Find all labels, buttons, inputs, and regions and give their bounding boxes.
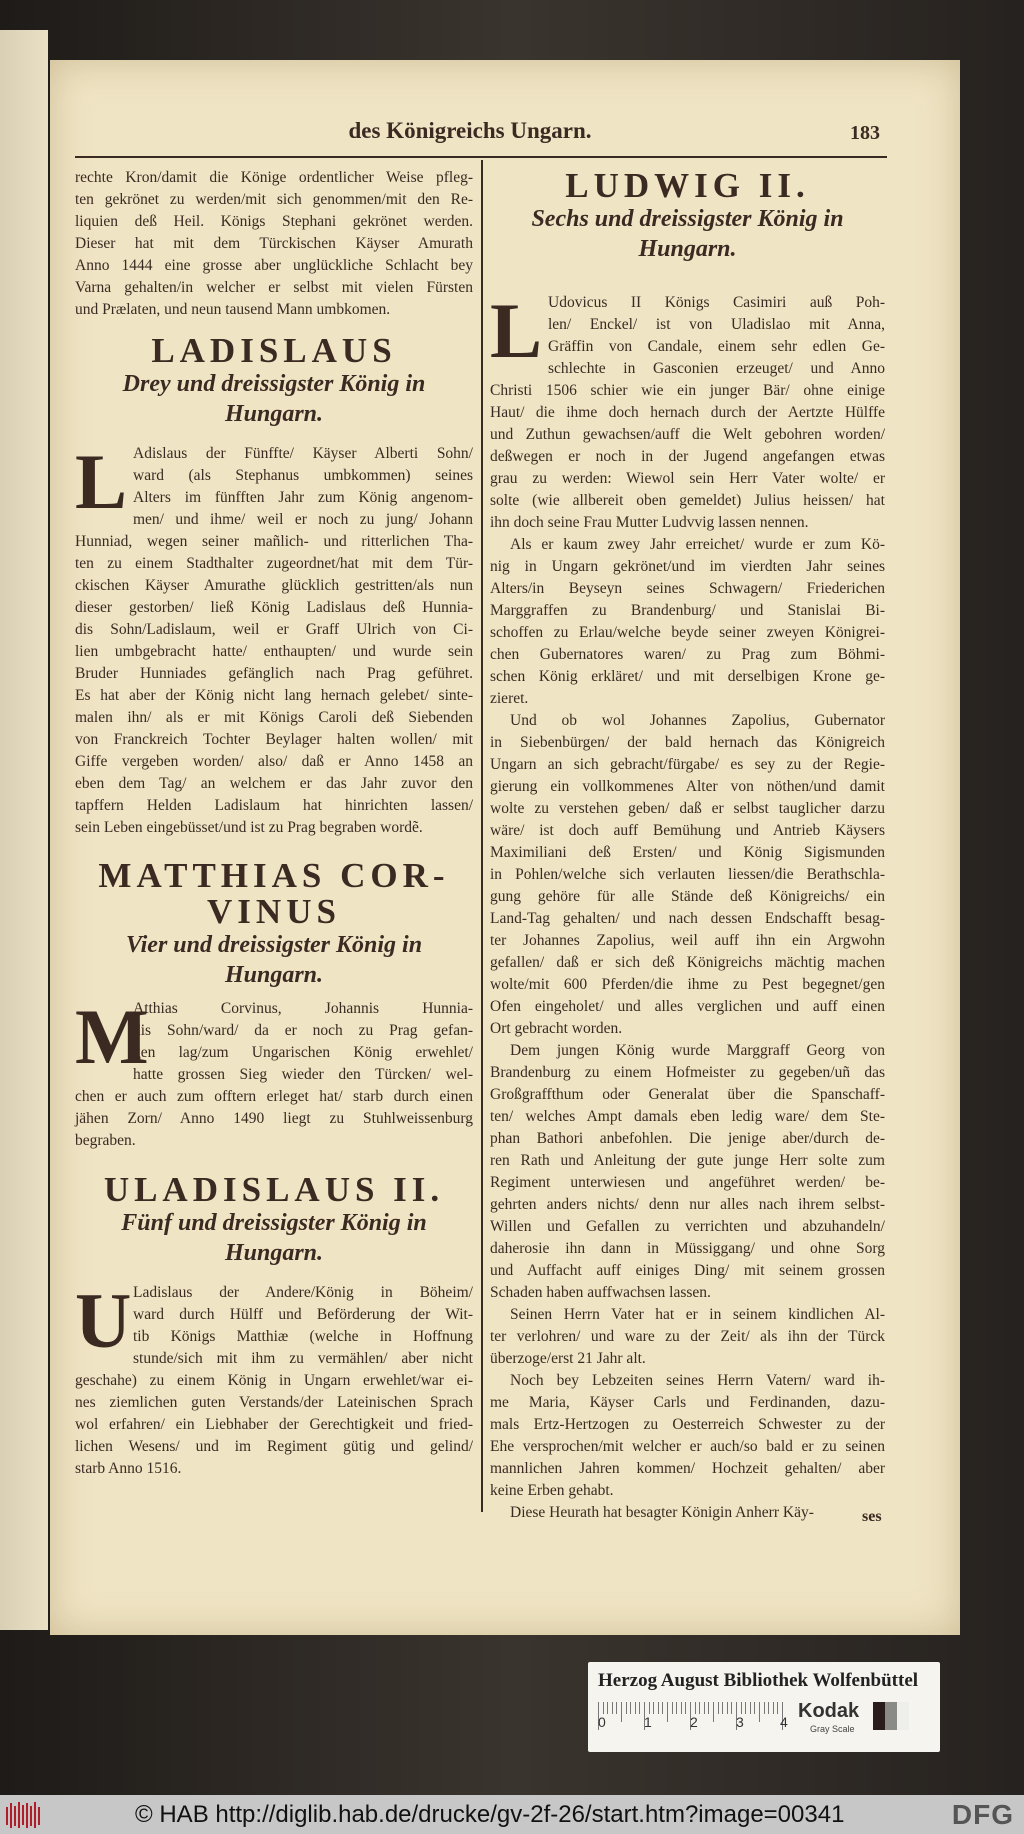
ruler-tick [708, 1702, 709, 1714]
text-line: men/ und ihme/ weil er noch zu jung/ Johann [133, 511, 473, 528]
text-line: geschahe) zu einem König in Ungarn erwehlet/war ei- [75, 1372, 473, 1389]
text-line: ren Rath und Anleitung der gute junge Herr solte zum [490, 1152, 885, 1169]
drop-cap: U [75, 1277, 132, 1364]
ruler-tick [695, 1702, 696, 1714]
text-line: me Maria, Käyser Carls und Ferdinanden, dazu- [490, 1394, 885, 1411]
text-line: solte (wie allbereit oben gemeldet) Julius heissen/ hat [490, 492, 885, 509]
ruler-tick [681, 1702, 682, 1714]
ruler-tick [626, 1702, 627, 1714]
text-line: sein Leben eingebüsset/und ist zu Prag begraben wordẽ. [75, 819, 423, 836]
section-subtitle: Sechs und dreissigster König in [531, 206, 844, 232]
section-body [490, 287, 885, 1524]
ruler-tick [731, 1702, 732, 1714]
ruler-tick [639, 1702, 640, 1714]
institution-name: Herzog August Bibliothek Wolfenbüttel [598, 1670, 919, 1691]
adjacent-page-edge [0, 30, 48, 1630]
text-line: chen Gubernatores waren/ zu Prag zum Böhmi- [490, 646, 885, 663]
running-title: des Königreichs Ungarn. [348, 118, 592, 143]
text-line: Regiment unterwiesen und angeführet werden/ be- [490, 1174, 885, 1191]
text-line: lichen Wesens/ und im Regiment gütig und gelind/ [75, 1438, 473, 1455]
text-line: len/ Enckel/ ist von Uladislao mit Anna, [548, 316, 885, 333]
ruler-tick [653, 1702, 654, 1714]
section-subtitle: Hungarn. [638, 236, 737, 262]
ruler-tick [658, 1702, 659, 1714]
text-line: daherosie ihn dann in Müssiggang/ und ohne Sorg [490, 1240, 885, 1257]
text-line: Ehe versprochen/mit welcher er auch/so bald er zu seinen [490, 1438, 885, 1455]
text-line: und Prælaten, und neun tausend Mann umbkomen. [75, 301, 391, 318]
text-line: wäre/ ist doch auff Bemühung und Antrieb Käysers [490, 822, 885, 839]
color-calibration-card [588, 1662, 940, 1752]
header-rule [75, 156, 887, 158]
text-line: gefallen/ daß er sich deß Königreichs mächtig machen [490, 954, 885, 971]
text-line: Als er kaum zwey Jahr erreichet/ wurde er zum Kö- [510, 536, 885, 553]
section-ladislaus [75, 331, 473, 836]
section-subtitle: Hungarn. [224, 401, 324, 427]
text-line: ward durch Hülff und Beförderung der Wit- [133, 1306, 473, 1323]
ruler-tick [768, 1702, 769, 1714]
text-line: ten/ welches Ampt damals eben ledig ware/ dem Ste- [490, 1108, 885, 1125]
text-line: schlechte in Gasconien erzeuget/ und Anno [548, 360, 885, 377]
text-line: mals Ertz-Hertzogen zu Oesterreich Schwester zu der [490, 1416, 885, 1433]
text-line: Bruder Hunniades gefänglich nach Prag geführet. [75, 665, 473, 682]
text-line: jähen Zorn/ Anno 1490 liegt zu Stuhlweissenburg [75, 1110, 473, 1127]
text-line: dis Sohn/ward/ da er noch zu Prag gefan- [133, 1022, 473, 1039]
text-line: Maximiliani deß Ersten/ und König Sigismunden [490, 844, 885, 861]
text-line: in Siebenbürgen/ der bald hernach das Königreich [490, 734, 885, 751]
scale-number: 2 [690, 1714, 698, 1730]
scale-number: 1 [644, 1714, 652, 1730]
text-line: begraben. [75, 1132, 136, 1149]
ruler-tick [667, 1702, 668, 1722]
gray-patch-mid [885, 1702, 897, 1730]
text-line: Varna gehalten/in welcher er selbst mit vielen Fürsten [75, 279, 473, 296]
text-line: und Auffacht auff einiges Ding/ mit seinem grossen [490, 1262, 885, 1279]
scale-number: 3 [736, 1714, 744, 1730]
section-subtitle: Vier und dreissigster König in [125, 932, 423, 958]
gray-patch-white [897, 1702, 909, 1730]
text-line: wolte zu verstehen geben/ daß er selbst tauglicher darzu [490, 800, 885, 817]
text-line: Hunniad, wegen seiner mañlich- und ritterlichen Tha- [75, 533, 473, 550]
text-line: deßwegen er noch in der Jugend angefangen etwas [490, 448, 885, 465]
text-line: schoffen zu Erlau/welche beyde seiner zweyen Königrei- [490, 624, 885, 641]
drop-cap: M [75, 993, 149, 1080]
text-line: Anno 1444 eine grosse aber unglückliche Schlacht bey [75, 257, 473, 274]
section-uladislaus-ii [75, 1170, 473, 1477]
section-subtitle: Fünf und dreissigster König in [121, 1210, 427, 1236]
text-line: zieret. [490, 690, 529, 707]
text-line: Adislaus der Fünffte/ Käyser Alberti Sohn/ [133, 445, 473, 462]
left-continuation-text [75, 167, 473, 321]
ruler-tick [750, 1702, 751, 1714]
ruler-tick [630, 1702, 631, 1714]
text-line: tapffern Helden Ladislaum hat hinrichten lassen/ [75, 797, 473, 814]
text-line: malen ihn/ als er mit Königs Caroli deß Siebenden [75, 709, 473, 726]
viewer-footer [0, 1795, 1024, 1834]
text-line: mannlichen Jahren kommen/ Hochzeit gehalten/ aber [490, 1460, 885, 1477]
text-line: ten zu einem Stadthalter zugeordnet/hat mit dem Tür- [75, 555, 473, 572]
ruler-tick [662, 1702, 663, 1714]
text-line: ckischen Käyser Amurathe glücklich gestritten/als nun [75, 577, 473, 594]
ruler-tick [727, 1702, 728, 1714]
ruler-tick [773, 1702, 774, 1714]
text-line: Noch bey Lebzeiten seines Herrn Vatern/ ward ih- [510, 1372, 885, 1389]
ruler-tick [754, 1702, 755, 1714]
text-line: und Zuthun gewachsen/auff die Welt gebohren worden/ [490, 426, 885, 443]
section-title: MATTHIAS COR- [98, 856, 450, 895]
text-line: Udovicus II Königs Casimiri auß Poh- [548, 294, 885, 311]
text-line: Alters im fünfften Jahr zum König angenom- [133, 489, 473, 506]
ruler-tick [649, 1702, 650, 1714]
scale-number: 4 [780, 1714, 788, 1730]
text-line: nes ziemlichen guten Verstands/der Lateinischen Sprach [75, 1394, 473, 1411]
text-line: gen lag/zum Ungarischen König erwehlet/ [133, 1044, 473, 1061]
hab-logo-icon [4, 1801, 44, 1829]
text-line: Ofen eingeholet/ und alles verglichen und auff einen [490, 998, 885, 1015]
text-line: tib Königs Matthiæ (welche in Hoffnung [133, 1328, 473, 1345]
text-line: hatte grossen Sieg wieder den Türcken/ wel- [133, 1066, 473, 1083]
ruler-tick [759, 1702, 760, 1722]
text-line: Giffe vergeben worden/ also/ daß er Anno 1458 an [75, 753, 473, 770]
text-line: wol erfahren/ ein Liebhaber der Gerechtigkeit und fried- [75, 1416, 473, 1433]
text-line: dis Sohn/Ladislaum, weil er Graff Ulrich von Ci- [75, 621, 473, 638]
text-line: Schaden haben auffwachsen lassen. [490, 1284, 711, 1301]
ruler-tick [635, 1702, 636, 1714]
text-line: ter verlohren/ und ware zu der Zeit/ als ihn der Türck [490, 1328, 885, 1345]
text-line: schen König erkläret/ und mit derselbigen Krone ge- [490, 668, 885, 685]
text-line: keine Erben gehabt. [490, 1482, 614, 1499]
ruler-tick [713, 1702, 714, 1722]
text-line: Land-Tag gehalten/ und nach dessen Endschafft besag- [490, 910, 885, 927]
ruler-tick [699, 1702, 700, 1714]
text-line: Christi 1506 schier wie ein junger Bär/ ohne einige [490, 382, 885, 399]
text-line: liquien deß Heil. Königs Stephani gekrönet werden. [75, 213, 473, 230]
text-line: wolte/mit 600 Pferden/die ihme zu Pest begegnet/gen [490, 976, 885, 993]
section-title: LUDWIG II. [565, 166, 810, 205]
text-line: Dem jungen König wurde Marggraff Georg von [510, 1042, 885, 1059]
text-line: stunde/sich mit ihm zu vermählen/ aber nicht [133, 1350, 473, 1367]
ruler-tick [685, 1702, 686, 1714]
text-line: gung gehöre für alle Stände deß Königreichs/ ein [490, 888, 885, 905]
text-line: Willen und Gefallen zu verrichten und abzuhandeln/ [490, 1218, 885, 1235]
section-subtitle: Hungarn. [224, 1240, 324, 1266]
ruler-tick [745, 1702, 746, 1714]
text-line: Alters/in Beyseyn seines Schwagern/ Friederichen [490, 580, 885, 597]
ruler-tick [603, 1702, 604, 1714]
catchword: ses [862, 1508, 882, 1525]
text-line: ihn doch seine Frau Mutter Ludvvig lassen nennen. [490, 514, 809, 531]
ruler-tick [607, 1702, 608, 1714]
section-body [75, 1277, 473, 1480]
text-line: grau zu werden: Wiewol sein Herr Vater wolte/ er [490, 470, 885, 487]
text-line: Großgraffthum oder Generalat über die Spanschaff- [490, 1086, 885, 1103]
section-title: LADISLAUS [151, 331, 397, 370]
text-line: ten gekrönet zu werden/mit sich genommen/mit den Re- [75, 191, 473, 208]
section-title: ULADISLAUS II. [103, 1170, 445, 1209]
ruler-tick [672, 1702, 673, 1714]
text-line: gierung ein vollkommenes Alter von nöthen/und damit [490, 778, 885, 795]
text-line: Und ob wol Johannes Zapolius, Gubernator [510, 712, 885, 729]
text-line: Gräffin von Candale, einem sehr edlen Ge- [548, 338, 885, 355]
section-body [75, 438, 473, 839]
text-line: Brandenburg zu einem Hofmeister zu gegeben/uñ das [490, 1064, 885, 1081]
gray-patch-black [873, 1702, 885, 1730]
gray-scale-label: Gray Scale [810, 1724, 855, 1734]
ruler-tick [621, 1702, 622, 1722]
ruler-tick [704, 1702, 705, 1714]
section-title: VINUS [207, 892, 341, 931]
drop-cap: L [490, 287, 543, 374]
column-divider [481, 160, 483, 1512]
text-line: überzoge/erst 21 Jahr alt. [490, 1350, 646, 1367]
text-line: Ort gebracht worden. [490, 1020, 623, 1037]
ruler-tick [676, 1702, 677, 1714]
ruler-tick [722, 1702, 723, 1714]
text-line: gehrten anders nichts/ denn nur alles nach ihrem selbst- [490, 1196, 885, 1213]
text-line: Ladislaus der Andere/König in Böheim/ [133, 1284, 473, 1301]
text-line: Es hat aber der König nicht lang hernach gelebet/ sinte- [75, 687, 473, 704]
drop-cap: L [75, 438, 128, 525]
ruler-tick [741, 1702, 742, 1714]
text-line: von Franckreich Tochter Beylager halten wollen/ mit [75, 731, 473, 748]
ruler-tick [777, 1702, 778, 1714]
dfg-logo: DFG [951, 1799, 1014, 1830]
text-line: rechte Kron/damit die Könige ordentlicher Weise pfleg- [75, 169, 473, 186]
text-line: eben dem Tag/ an welchem er das Jahr zuvor den [75, 775, 473, 792]
section-matthias-corvinus [75, 856, 473, 1149]
section-subtitle: Drey und dreissigster König in [122, 371, 426, 397]
section-body [75, 993, 473, 1152]
text-line: Atthias Corvinus, Johannis Hunnia- [133, 1000, 473, 1017]
text-line: phan Bathori anbefohlen. Die jenige aber/durch de- [490, 1130, 885, 1147]
text-line: ward (als Stephanus umbkommen) seines [133, 467, 473, 484]
text-line: starb Anno 1516. [75, 1460, 182, 1477]
text-line: Ungarn an sich gebracht/fürgabe/ es sey zu der Regie- [490, 756, 885, 773]
ruler-tick [612, 1702, 613, 1714]
source-url-link[interactable]: © HAB http://diglib.hab.de/drucke/gv-2f-26/start.htm?image=00341 [135, 1801, 845, 1828]
text-line: in Pohlen/welche sich verlauten liessen/die Berathschla- [490, 866, 885, 883]
text-line: Haut/ die ihme doch hernach durch der Aertzte Hülffe [490, 404, 885, 421]
text-line: Seinen Herrn Vater hat er in seinem kindlichen Al- [510, 1306, 885, 1323]
section-subtitle: Hungarn. [224, 962, 324, 988]
scale-number: 0 [598, 1714, 606, 1730]
text-line: dieser gestorben/ ließ König Ladislaus deß Hunnia- [75, 599, 473, 616]
text-line: Diese Heurath hat besagter Königin Anherr Käy- [510, 1504, 814, 1521]
text-line: Dieser hat mit dem Türckischen Käyser Amurath [75, 235, 473, 252]
ruler-tick [616, 1702, 617, 1714]
ruler-tick [718, 1702, 719, 1714]
page-number: 183 [850, 122, 880, 144]
ruler-tick [764, 1702, 765, 1714]
text-line: chen er auch zum offtern erleget hat/ starb durch einen [75, 1088, 473, 1105]
text-line: nig in Ungarn gekrönet/und im vierdten Jahr seines [490, 558, 885, 575]
text-line: ter Johannes Zapolius, weil auff ihn ein Argwohn [490, 932, 885, 949]
kodak-logo: Kodak [798, 1700, 860, 1722]
text-line: Marggraffen zu Brandenburg/ und Stanislai Bi- [490, 602, 885, 619]
text-line: lien umbgebracht hatte/ enthaupten/ und wurde sein [75, 643, 473, 660]
